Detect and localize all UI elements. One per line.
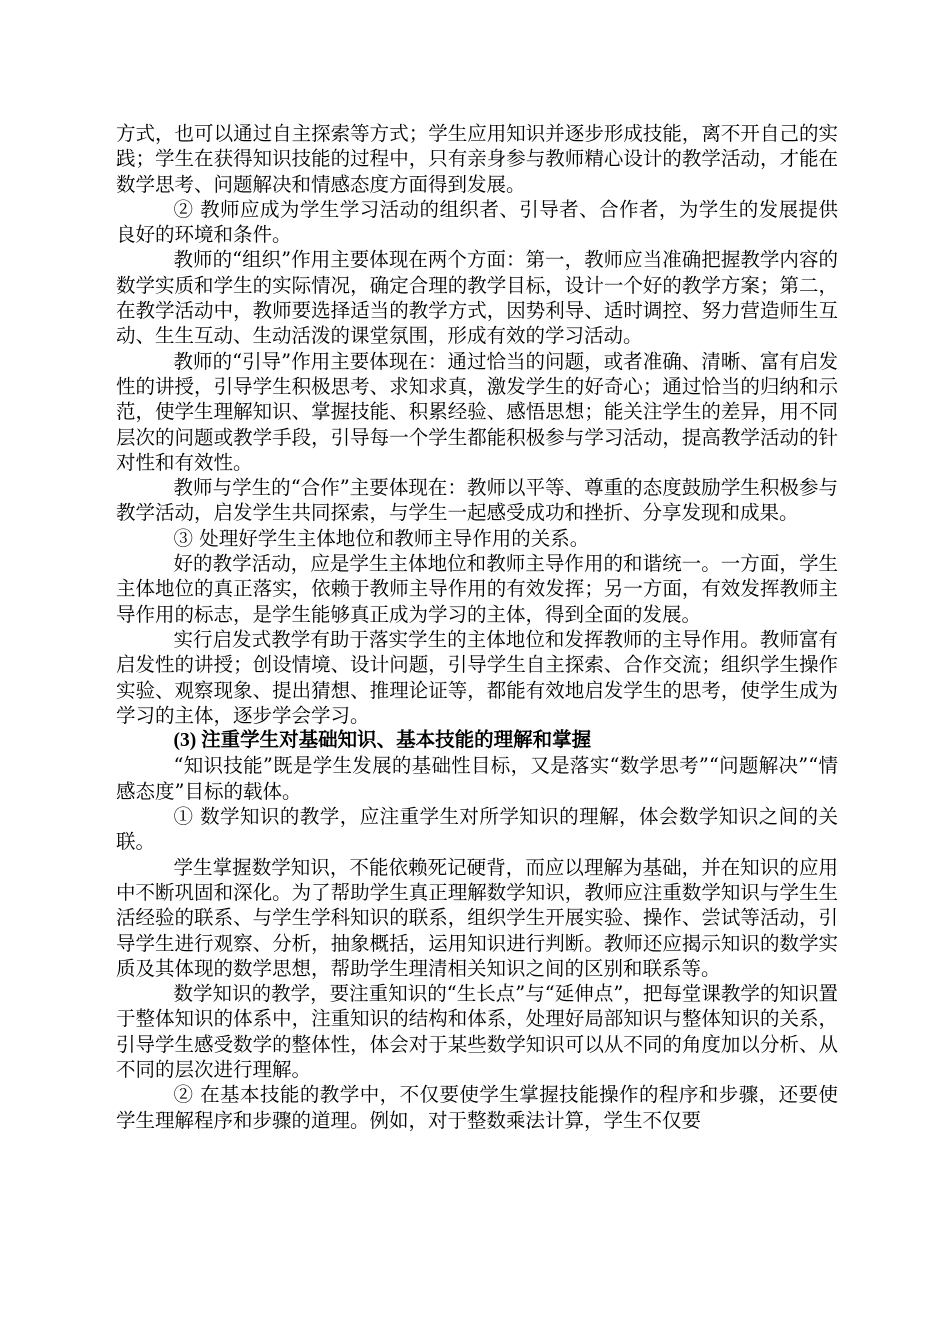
paragraph-understanding: 学生掌握数学知识，不能依赖死记硬背，而应以理解为基础，并在知识的应用中不断巩固和深化。为了帮助学生真正理解数学知识，教师应注重数学知识与学生生活经验的联系、与学生学科知识的联系，组织学生开展实验、操作、尝试等活动，引导学生进行观察、分析，抽象概括，运用知识进行判断。教师还应揭示知识的数学实质及其体现的数学思想，帮助学生理清相关知识之间的区别和联系等。: [116, 855, 838, 980]
paragraph-unity: 好的教学活动，应是学生主体地位和教师主导作用的和谐统一。一方面，学生主体地位的真正落实，依赖于教师主导作用的有效发挥；另一方面，有效发挥教师主导作用的标志，是学生能够真正成为学习的主体，得到全面的发展。: [116, 552, 838, 626]
paragraph-relationship: ③ 处理好学生主体地位和教师主导作用的关系。: [173, 526, 590, 550]
document-page: [116, 121, 838, 1133]
paragraph-knowledge-skills: “知识技能”既是学生发展的基础性目标，又是落实“数学思考”“问题解决”“情感态度”目标的载体。: [116, 754, 838, 803]
paragraph-heuristic: 实行启发式教学有助于落实学生的主体地位和发挥教师的主导作用。教师富有启发性的讲授；创设情境、设计问题，引导学生自主探索、合作交流；组织学生操作实验、观察现象、提出猜想、推理论证等，都能有效地启发学生的思考，使学生成为学习的主体，逐步学会学习。: [116, 627, 838, 727]
paragraph-knowledge-teaching: ① 数学知识的教学，应注重学生对所学知识的理解，体会数学知识之间的关联。: [116, 805, 838, 854]
paragraph-teacher-role: ② 教师应成为学生学习活动的组织者、引导者、合作者，为学生的发展提供良好的环境和条件。: [116, 197, 838, 247]
paragraph-cooperation: 教师与学生的“合作”主要体现在：教师以平等、尊重的态度鼓励学生积极参与教学活动，启发学生共同探索，与学生一起感受成功和挫折、分享发现和成果。: [116, 476, 838, 525]
paragraph-guide: 教师的“引导”作用主要体现在：通过恰当的问题，或者准确、清晰、富有启发性的讲授，引导学生积极思考、求知求真，激发学生的好奇心；通过恰当的归纳和示范，使学生理解知识、掌握技能、积累经验、感悟思想；能关注学生的差异，用不同层次的问题或教学手段，引导每一个学生都能积极参与学习活动，提高教学活动的针对性和有效性。: [116, 349, 838, 474]
paragraph-growth-points: 数学知识的教学，要注重知识的“生长点”与“延伸点”，把每堂课教学的知识置于整体知识的体系中，注重知识的结构和体系，处理好局部知识与整体知识的关系，引导学生感受数学的整体性，体会对于某些数学知识可以从不同的角度加以分析、从不同的层次进行理解。: [116, 982, 838, 1081]
paragraph-continuation: 方式，也可以通过自主探索等方式；学生应用知识并逐步形成技能，离不开自己的实践；学生在获得知识技能的过程中，只有亲身参与教师精心设计的教学活动，才能在数学思考、问题解决和情感态度方面得到发展。: [116, 122, 838, 196]
section-heading: (3) 注重学生对基础知识、基本技能的理解和掌握: [173, 730, 592, 752]
paragraph-basic-skills: ② 在基本技能的教学中，不仅要使学生掌握技能操作的程序和步骤，还要使学生理解程序和步骤的道理。例如，对于整数乘法计算，学生不仅要: [116, 1083, 838, 1132]
paragraph-organizer: 教师的“组织”作用主要体现在两个方面：第一，教师应当准确把握教学内容的数学实质和学生的实际情况，确定合理的教学目标，设计一个好的教学方案；第二，在教学活动中，教师要选择适当的教学方式，因势利导、适时调控、努力营造师生互动、生生互动、生动活泼的课堂氛围，形成有效的学习活动。: [116, 248, 838, 348]
